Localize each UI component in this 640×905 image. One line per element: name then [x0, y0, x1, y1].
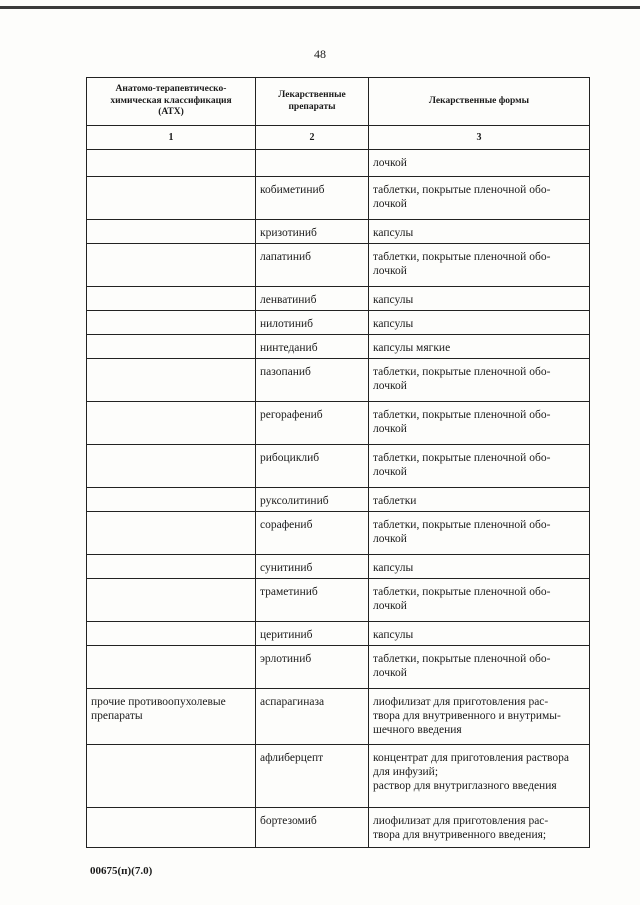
page-number: 48 — [314, 47, 326, 61]
drug-text: аспарагиназа — [260, 696, 325, 708]
dosage-form-cell — [369, 555, 590, 579]
drug-text: кобиметиниб — [260, 184, 325, 196]
column-number-row — [87, 126, 590, 150]
header-row — [87, 78, 590, 126]
drug-text: рибоциклиб — [260, 452, 320, 464]
atx-cell — [87, 646, 256, 689]
table-row — [87, 359, 590, 402]
table-row — [87, 445, 590, 488]
forms-text: капсулы — [373, 629, 414, 641]
forms-text: таблетки, покрытые пленочной обо- лочкой — [373, 251, 551, 277]
dosage-form-cell — [369, 287, 590, 311]
atx-cell — [87, 150, 256, 177]
dosage-form-cell — [369, 689, 590, 745]
drug-cell — [256, 745, 369, 808]
dosage-form-cell — [369, 445, 590, 488]
table-body — [87, 150, 590, 848]
dosage-form-cell — [369, 244, 590, 287]
forms-text: капсулы — [373, 294, 414, 306]
forms-text: капсулы мягкие — [373, 342, 451, 354]
atx-text: прочие противоопухолевые препараты — [91, 696, 226, 722]
drug-text: церитиниб — [260, 629, 313, 641]
dosage-form-cell — [369, 622, 590, 646]
forms-text: таблетки, покрытые пленочной обо- лочкой — [373, 586, 551, 612]
dosage-form-cell — [369, 359, 590, 402]
drug-cell — [256, 488, 369, 512]
forms-text: таблетки, покрытые пленочной обо- лочкой — [373, 519, 551, 545]
header-drugs: Лекарственные препараты — [256, 78, 369, 126]
atx-cell — [87, 512, 256, 555]
dosage-form-cell — [369, 335, 590, 359]
dosage-form-cell — [369, 488, 590, 512]
forms-text: таблетки, покрытые пленочной обо- лочкой — [373, 653, 551, 679]
dosage-form-cell — [369, 150, 590, 177]
drug-text: сунитиниб — [260, 562, 313, 574]
atx-cell — [87, 689, 256, 745]
atx-cell — [87, 359, 256, 402]
atx-cell — [87, 579, 256, 622]
drug-text: ленватиниб — [260, 294, 317, 306]
table-row — [87, 287, 590, 311]
table-row — [87, 622, 590, 646]
drug-cell — [256, 177, 369, 220]
drug-text: руксолитиниб — [260, 495, 329, 507]
drug-cell — [256, 359, 369, 402]
table-row — [87, 402, 590, 445]
drug-table — [86, 77, 590, 848]
drug-cell — [256, 220, 369, 244]
drug-cell — [256, 689, 369, 745]
drug-cell — [256, 335, 369, 359]
drug-text: бортезомиб — [260, 815, 317, 827]
drug-cell — [256, 287, 369, 311]
forms-text: таблетки, покрытые пленочной обо- лочкой — [373, 409, 551, 435]
table-row — [87, 220, 590, 244]
table-row — [87, 646, 590, 689]
drug-text: кризотиниб — [260, 227, 317, 239]
top-rule — [0, 6, 640, 9]
drug-text: лапатиниб — [260, 251, 311, 263]
atx-cell — [87, 244, 256, 287]
drug-text: траметиниб — [260, 586, 318, 598]
atx-cell — [87, 445, 256, 488]
drug-cell — [256, 445, 369, 488]
drug-text: афлиберцепт — [260, 752, 324, 764]
drug-text: пазопаниб — [260, 366, 311, 378]
header-forms: Лекарственные формы — [369, 78, 590, 126]
drug-text: сорафениб — [260, 519, 313, 531]
forms-text: лиофилизат для приготовления рас- твора для внутривенного введения; — [373, 815, 549, 841]
document-code: 00675(п)(7.0) — [90, 865, 153, 877]
table-row — [87, 745, 590, 808]
atx-cell — [87, 555, 256, 579]
atx-cell — [87, 402, 256, 445]
table-row — [87, 488, 590, 512]
forms-text: лочкой — [373, 157, 407, 169]
drug-cell — [256, 402, 369, 445]
table-row — [87, 555, 590, 579]
forms-text: таблетки — [373, 495, 417, 507]
table-row — [87, 311, 590, 335]
table-row — [87, 808, 590, 848]
atx-cell — [87, 745, 256, 808]
header-atx: Анатомо-терапевтическо- химическая классификация (АТХ) — [87, 78, 256, 126]
forms-text: концентрат для приготовления раствора для инфузий; раствор для внутриглазного введения — [373, 752, 569, 792]
atx-cell — [87, 311, 256, 335]
table-row — [87, 150, 590, 177]
atx-cell — [87, 622, 256, 646]
drug-cell — [256, 244, 369, 287]
dosage-form-cell — [369, 579, 590, 622]
dosage-form-cell — [369, 745, 590, 808]
drug-cell — [256, 512, 369, 555]
table-row — [87, 579, 590, 622]
atx-cell — [87, 220, 256, 244]
drug-cell — [256, 150, 369, 177]
dosage-form-cell — [369, 311, 590, 335]
col-number-2: 2 — [256, 126, 369, 150]
table-row — [87, 335, 590, 359]
dosage-form-cell — [369, 402, 590, 445]
forms-text: таблетки, покрытые пленочной обо- лочкой — [373, 184, 551, 210]
drug-text: регорафениб — [260, 409, 323, 421]
drug-cell — [256, 646, 369, 689]
forms-text: таблетки, покрытые пленочной обо- лочкой — [373, 452, 551, 478]
table-row — [87, 689, 590, 745]
atx-cell — [87, 287, 256, 311]
drug-cell — [256, 555, 369, 579]
dosage-form-cell — [369, 808, 590, 848]
table-row — [87, 244, 590, 287]
forms-text: капсулы — [373, 227, 414, 239]
atx-cell — [87, 177, 256, 220]
drug-cell — [256, 311, 369, 335]
atx-cell — [87, 808, 256, 848]
forms-text: таблетки, покрытые пленочной обо- лочкой — [373, 366, 551, 392]
table-row — [87, 512, 590, 555]
drug-cell — [256, 622, 369, 646]
dosage-form-cell — [369, 512, 590, 555]
drug-text: эрлотиниб — [260, 653, 312, 665]
dosage-form-cell — [369, 646, 590, 689]
forms-text: капсулы — [373, 562, 414, 574]
drug-cell — [256, 808, 369, 848]
forms-text: лиофилизат для приготовления рас- твора для внутривенного и внутримы- шечного введения — [373, 696, 561, 736]
drug-cell — [256, 579, 369, 622]
drug-text: нинтеданиб — [260, 342, 318, 354]
dosage-form-cell — [369, 220, 590, 244]
atx-cell — [87, 335, 256, 359]
atx-cell — [87, 488, 256, 512]
drug-text: нилотиниб — [260, 318, 313, 330]
col-number-3: 3 — [369, 126, 590, 150]
table-row — [87, 177, 590, 220]
dosage-form-cell — [369, 177, 590, 220]
forms-text: капсулы — [373, 318, 414, 330]
col-number-1: 1 — [87, 126, 256, 150]
